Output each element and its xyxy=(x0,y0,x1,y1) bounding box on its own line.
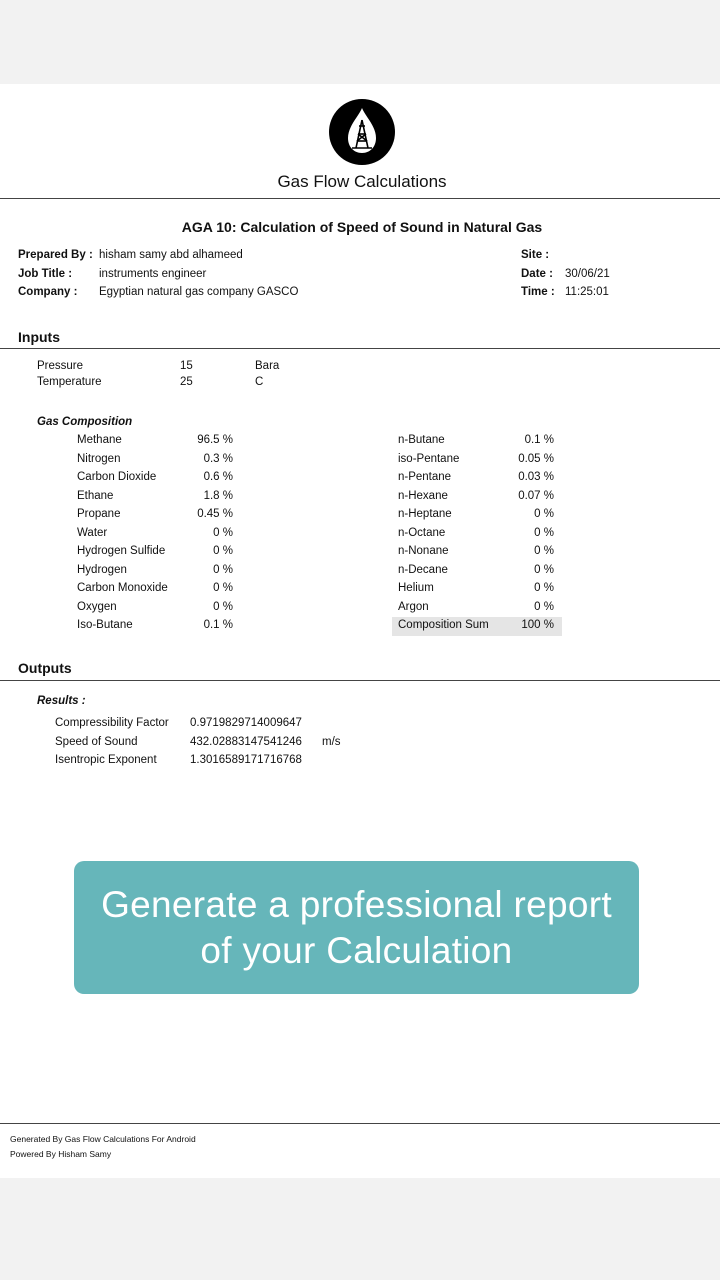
speed-of-sound-label: Speed of Sound xyxy=(55,736,138,748)
job-title-label: Job Title : xyxy=(18,268,73,280)
pressure-unit: Bara xyxy=(255,360,280,372)
left-component-name: Methane xyxy=(77,434,122,446)
temperature-label: Temperature xyxy=(37,376,102,388)
results-title: Results : xyxy=(37,695,86,707)
right-component-value: 0 % xyxy=(534,508,554,520)
right-component-name: iso-Pentane xyxy=(398,452,460,465)
prepared-by-value: hisham samy abd alhameed xyxy=(99,249,243,261)
oil-rig-logo-icon xyxy=(328,98,396,166)
isentropic-exponent-label: Isentropic Exponent xyxy=(55,754,157,766)
left-component-name: Water xyxy=(77,526,108,539)
left-component-name: Nitrogen xyxy=(77,452,121,465)
left-component-value: 0 % xyxy=(213,582,233,594)
date-value: 30/06/21 xyxy=(565,268,610,280)
right-component-name: Helium xyxy=(398,582,434,594)
left-component-value: 96.5 % xyxy=(197,434,233,446)
right-component-name: n-Nonane xyxy=(398,545,449,557)
right-component-name: n-Octane xyxy=(398,526,446,539)
right-component-value: 0.03 % xyxy=(518,471,554,483)
speed-of-sound-value: 432.02883147541246 xyxy=(190,736,302,748)
footer-powered-by: Powered By Hisham Samy xyxy=(10,1149,112,1159)
left-component-name: Iso-Butane xyxy=(77,619,133,631)
right-component-name: Argon xyxy=(398,600,429,613)
pressure-value: 15 xyxy=(180,360,193,372)
gas-composition-title: Gas Composition xyxy=(37,416,133,428)
promo-banner-line-2: of your Calculation xyxy=(200,929,513,971)
right-component-name: n-Pentane xyxy=(398,471,452,483)
right-component-value: 0.05 % xyxy=(518,452,554,465)
left-component-value: 0.1 % xyxy=(203,619,233,631)
company-value: Egyptian natural gas company GASCO xyxy=(99,286,299,298)
right-component-value: 100 % xyxy=(521,619,554,631)
right-component-value: 0 % xyxy=(534,582,554,594)
date-label: Date : xyxy=(521,268,553,280)
right-component-value: 0 % xyxy=(534,545,554,557)
right-component-name: Composition Sum xyxy=(398,619,489,631)
left-component-value: 0 % xyxy=(213,600,233,613)
report-page xyxy=(0,84,720,1178)
temperature-value: 25 xyxy=(180,376,193,388)
time-label: Time : xyxy=(521,286,555,298)
left-component-value: 0 % xyxy=(213,563,233,576)
inputs-divider xyxy=(0,348,720,349)
app-title: Gas Flow Calculations xyxy=(277,172,447,191)
left-component-value: 0.6 % xyxy=(203,471,233,483)
left-component-name: Carbon Dioxide xyxy=(77,471,157,483)
left-component-name: Oxygen xyxy=(77,600,117,613)
left-component-value: 1.8 % xyxy=(203,489,233,502)
left-component-value: 0.45 % xyxy=(197,508,233,520)
site-label: Site : xyxy=(521,249,550,261)
right-component-value: 0.07 % xyxy=(518,489,554,502)
job-title-value: instruments engineer xyxy=(99,268,207,280)
right-component-name: n-Decane xyxy=(398,563,448,576)
company-label: Company : xyxy=(18,286,78,298)
left-component-value: 0.3 % xyxy=(203,452,233,465)
outputs-section-title: Outputs xyxy=(18,660,72,676)
left-component-name: Hydrogen xyxy=(77,563,127,576)
right-component-value: 0 % xyxy=(534,563,554,576)
pressure-label: Pressure xyxy=(37,360,84,372)
isentropic-exponent-value: 1.3016589171716768 xyxy=(190,754,302,766)
left-component-name: Carbon Monoxide xyxy=(77,582,168,594)
right-component-value: 0 % xyxy=(534,600,554,613)
header-divider xyxy=(0,198,720,199)
left-component-value: 0 % xyxy=(213,526,233,539)
left-component-name: Ethane xyxy=(77,489,114,502)
right-component-value: 0.1 % xyxy=(524,434,554,446)
compressibility-factor-value: 0.9719829714009647 xyxy=(190,717,302,729)
compressibility-factor-label: Compressibility Factor xyxy=(55,717,169,729)
right-component-value: 0 % xyxy=(534,526,554,539)
inputs-section-title: Inputs xyxy=(18,329,60,345)
right-component-name: n-Heptane xyxy=(398,508,452,520)
left-component-value: 0 % xyxy=(213,545,233,557)
outputs-divider xyxy=(0,680,720,681)
prepared-by-label: Prepared By : xyxy=(18,249,93,261)
temperature-unit: C xyxy=(255,376,264,388)
right-component-name: n-Hexane xyxy=(398,489,448,502)
left-component-name: Propane xyxy=(77,508,121,520)
right-component-name: n-Butane xyxy=(398,434,445,446)
left-component-name: Hydrogen Sulfide xyxy=(77,545,166,557)
promo-banner[interactable] xyxy=(74,861,639,994)
promo-banner-line-1: Generate a professional report xyxy=(101,883,612,925)
speed-of-sound-unit: m/s xyxy=(322,736,341,748)
footer-divider xyxy=(0,1123,720,1124)
footer-generated-by: Generated By Gas Flow Calculations For Android xyxy=(10,1134,196,1144)
document-title: AGA 10: Calculation of Speed of Sound in Natural Gas xyxy=(181,219,543,235)
time-value: 11:25:01 xyxy=(565,286,609,298)
